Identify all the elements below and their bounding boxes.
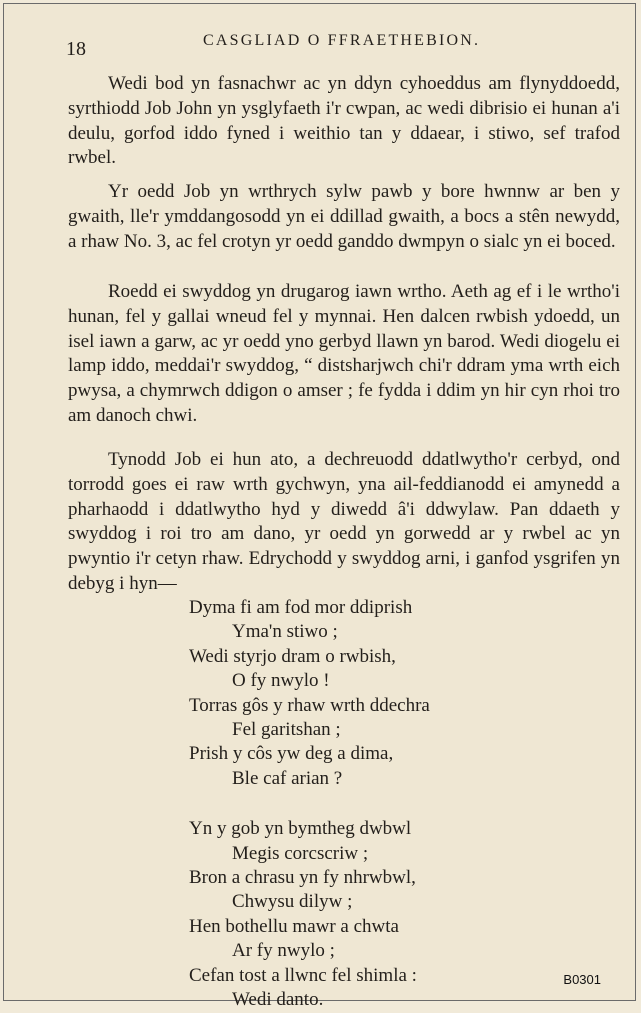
running-title: CASGLIAD O FFRAETHEBION.	[203, 32, 481, 49]
poem-line: Hen bothellu mawr a chwta	[189, 915, 399, 937]
poem-line: Wedi styrjo dram o rwbish,	[189, 645, 396, 667]
paragraph-1: Wedi bod yn fasnachwr ac yn ddyn cyhoeddus am flynyddoedd, syrthiodd Job John yn ysglyfaeth i'r cwpan, ac wedi dibrisio ei hunan a'i deulu, gorfod iddo fyned i weithio tan y ddaear, i stiwo, sef trafod rwbel.	[68, 73, 620, 169]
poem-line: Torras gôs y rhaw wrth ddechra	[189, 694, 430, 716]
poem-line: Fel garitshan ;	[232, 719, 341, 741]
page-header	[66, 32, 609, 58]
poem-line: O fy nwylo !	[232, 670, 330, 692]
poem-line: Yma'n stiwo ;	[232, 621, 338, 643]
paragraph-4: Tynodd Job ei hun ato, a dechreuodd ddatlwytho'r cerbyd, ond torrodd goes ei raw wrth gychwyn, yna ail-feddianodd ei amynedd a pharhaodd i ddatlwytho hyd y diwedd â'i ddwylaw. Pan ddaeth y swyddog i roi tro am dano, yr oedd yn gorwedd ar y rwbel ac yn pwyntio i'r cetyn rhaw. Edrychodd y swyddog arni, i ganfod ysgrifen yn debyg i hyn—	[68, 449, 620, 594]
poem-line: Ar fy nwylo ;	[232, 940, 335, 962]
poem-line: Ble caf arian ?	[232, 767, 343, 789]
reference-code: B0301	[563, 972, 601, 987]
stanza-gap	[189, 791, 430, 817]
poem-line: Wedi danto.	[232, 989, 324, 1011]
poem-line: Yn y gob yn bymtheg dwbwl	[189, 818, 412, 840]
book-page	[3, 3, 636, 1011]
paragraph-3: Roedd ei swyddog yn drugarog iawn wrtho. Aeth ag ef i le wrtho'i hunan, fel y gallai wneud fel y mynnai. Hen dalcen rwbish ydoedd, un isel iawn a garw, ac yr oedd yno gerbyd llawn yn barod. Wedi diogelu ei lamp iddo, meddai'r swyddog, “ distsharjwch chi'r ddram yma wrth eich pwysa, a chymrwch ddigon o amser ; fe fydda i ddim yn hir cyn rhoi tro am danoch chwi.	[68, 281, 620, 426]
page-number: 18	[66, 38, 86, 60]
paragraph-2: Yr oedd Job yn wrthrych sylw pawb y bore hwnnw ar ben y gwaith, lle'r ymddangosodd yn ei ddillad gwaith, a bocs a stên newydd, a rhaw No. 3, ac fel crotyn yr oedd ganddo dwmpyn o sialc yn ei boced.	[68, 181, 620, 252]
poem-line: Chwysu dilyw ;	[232, 891, 353, 913]
poem-line: Megis corcscriw ;	[232, 842, 369, 864]
poem-line: Dyma fi am fod mor ddiprish	[189, 597, 413, 618]
poem-line: Cefan tost a llwnc fel shimla :	[189, 964, 417, 986]
poem-line: Prish y côs yw deg a dima,	[189, 743, 394, 765]
poem-line: Bron a chrasu yn fy nhrwbwl,	[189, 867, 416, 889]
poem	[189, 596, 430, 1013]
